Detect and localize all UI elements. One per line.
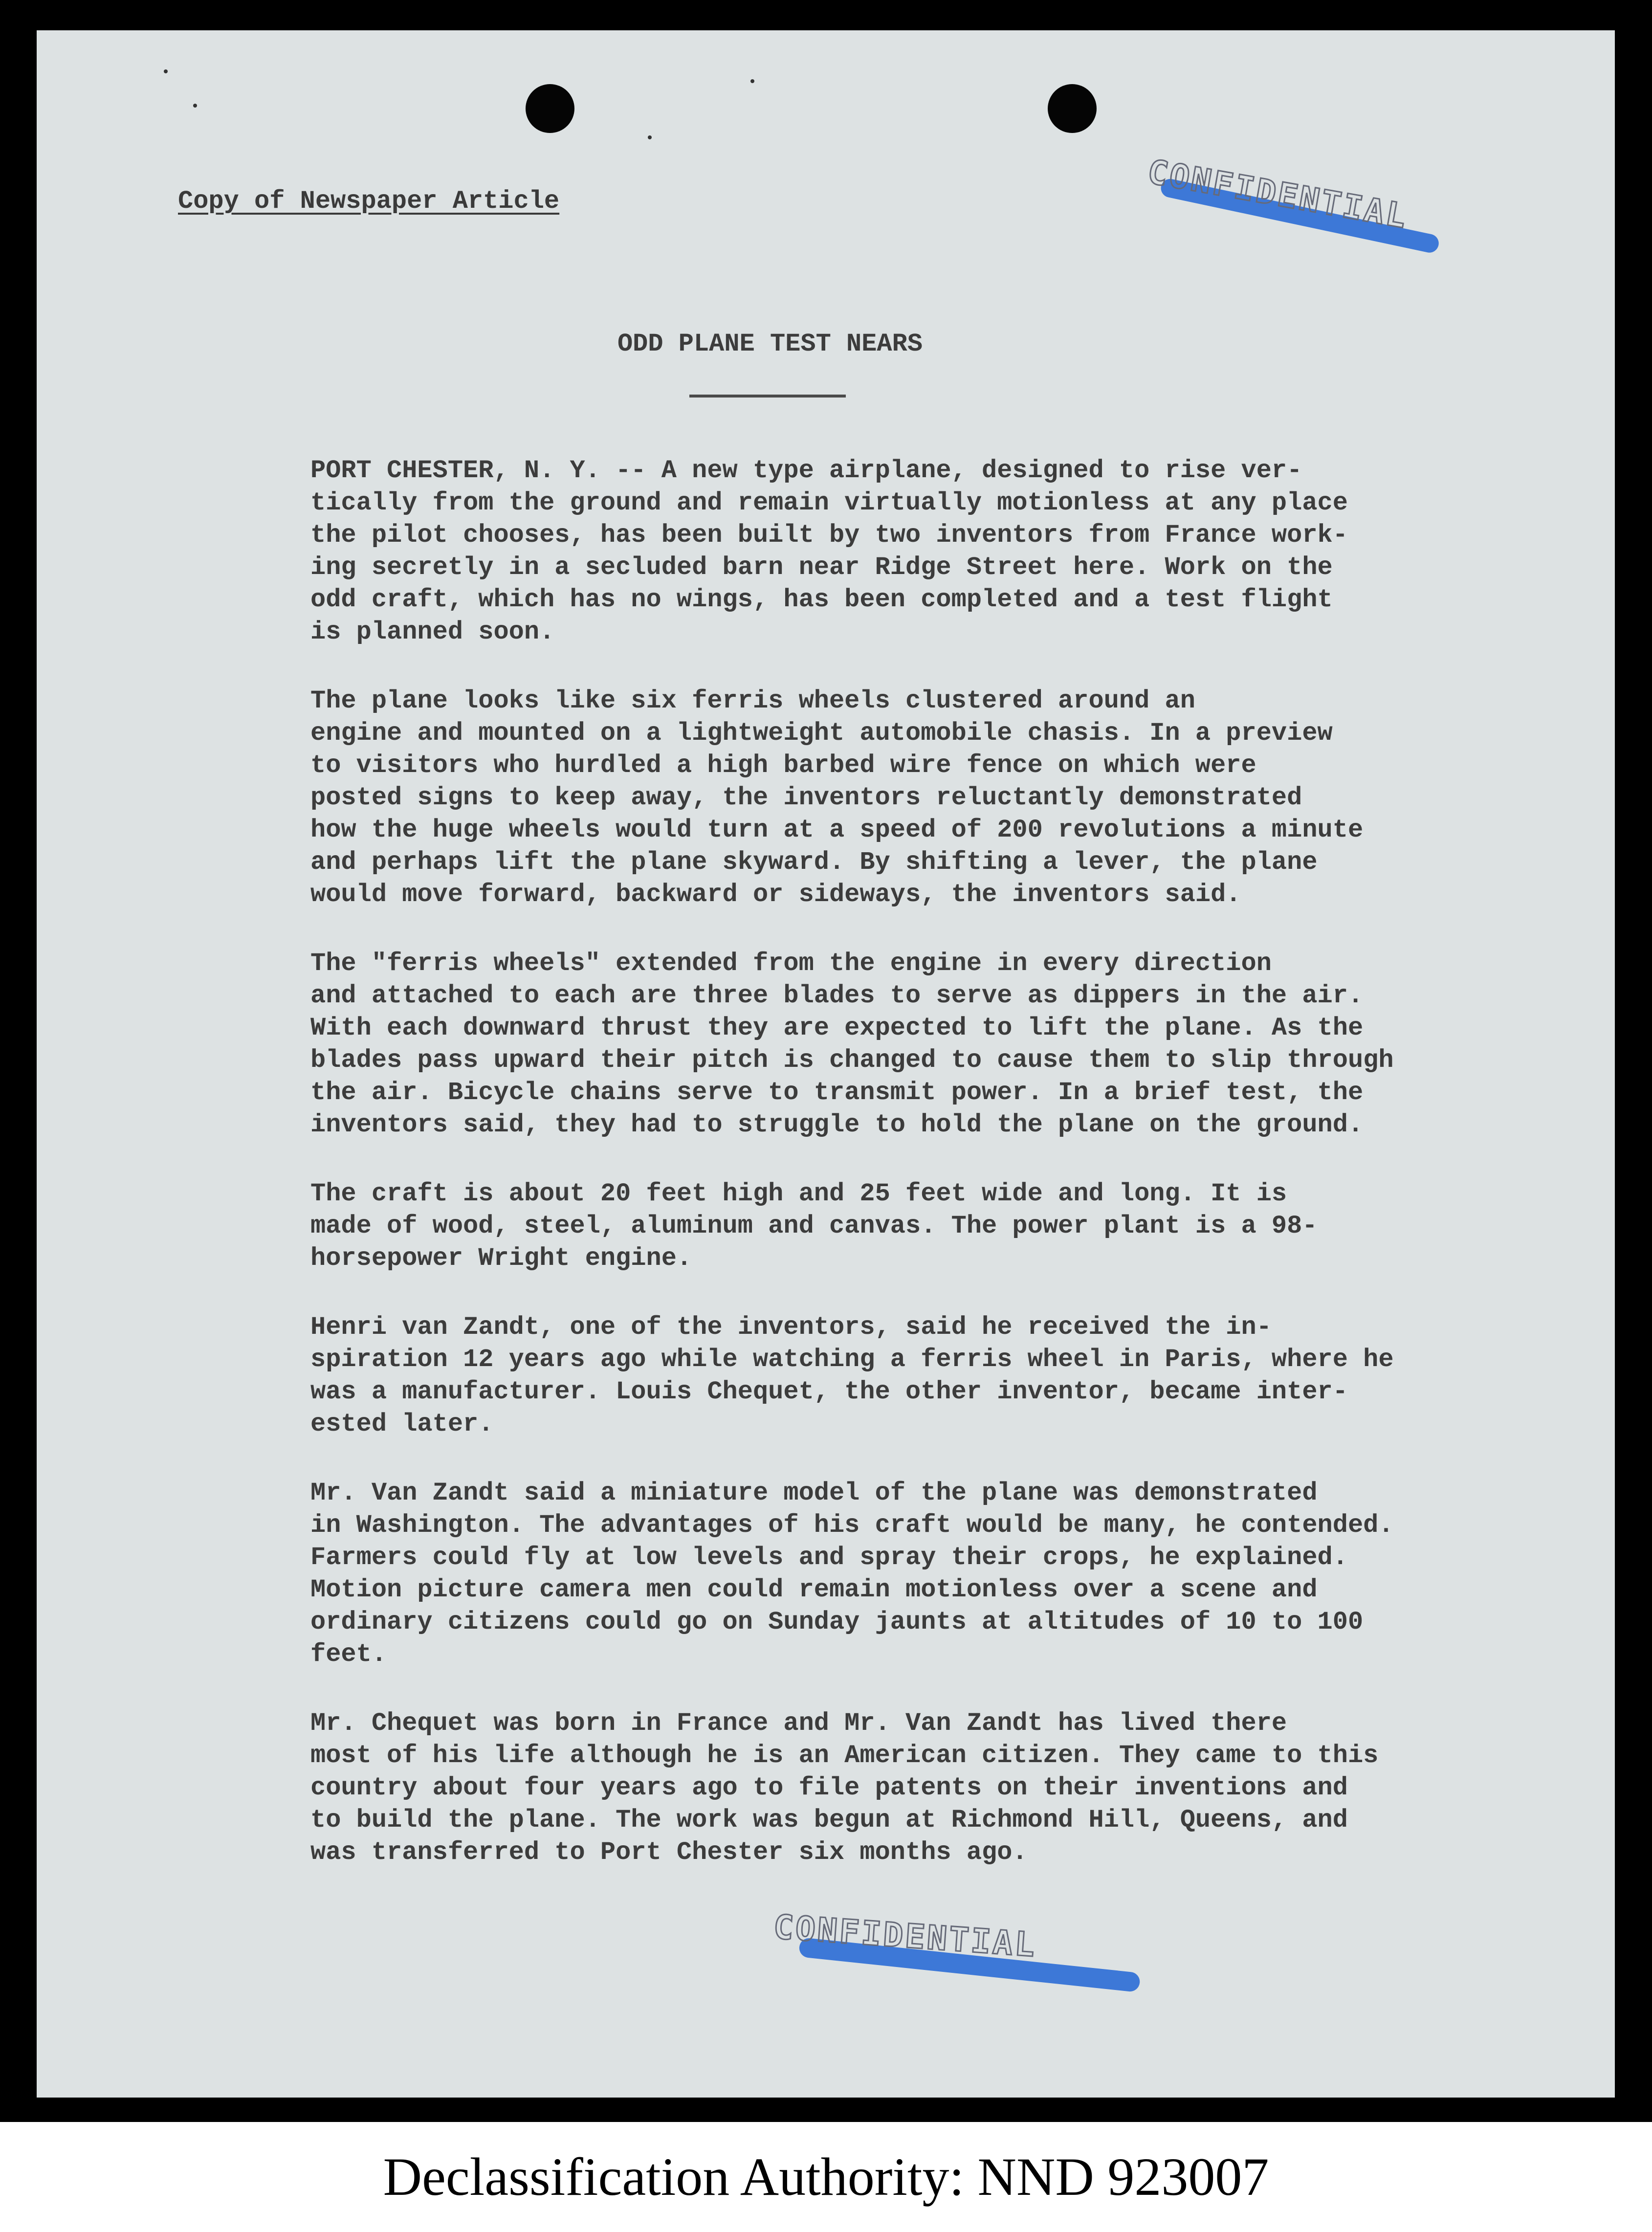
text-line: spiration 12 years ago while watching a ferris wheel in Paris, where he — [310, 1345, 1394, 1374]
text-line: how the huge wheels would turn at a speed of 200 revolutions a minute — [310, 816, 1364, 844]
text-line: and perhaps lift the plane skyward. By shifting a lever, the plane — [310, 848, 1318, 877]
text-line: in Washington. The advantages of his craft would be many, he contended. — [310, 1511, 1394, 1540]
paragraph — [310, 455, 1494, 648]
document-type-label: Copy of Newspaper Article — [178, 187, 560, 216]
text-line: to build the plane. The work was begun at Richmond Hill, Queens, and — [310, 1806, 1348, 1834]
title-underline — [689, 395, 846, 398]
text-line: would move forward, backward or sideways, the inventors said. — [310, 880, 1241, 909]
paragraph — [310, 685, 1494, 911]
text-line: tically from the ground and remain virtually motionless at any place — [310, 488, 1348, 517]
text-line: to visitors who hurdled a high barbed wire fence on which were — [310, 751, 1256, 780]
confidential-stamp-top — [1145, 153, 1411, 236]
text-line: Mr. Van Zandt said a miniature model of the plane was demonstrated — [310, 1479, 1318, 1507]
text-line: horsepower Wright engine. — [310, 1244, 692, 1273]
paragraph — [310, 948, 1494, 1141]
punch-hole-right — [1048, 84, 1097, 133]
text-line: odd craft, which has no wings, has been completed and a test flight — [310, 585, 1333, 614]
text-line: the air. Bicycle chains serve to transmit power. In a brief test, the — [310, 1078, 1364, 1107]
paper-speck — [750, 79, 754, 83]
text-line: most of his life although he is an American citizen. They came to this — [310, 1741, 1379, 1770]
text-line: PORT CHESTER, N. Y. -- A new type airplane, designed to rise ver- — [310, 456, 1302, 485]
paragraph — [310, 1477, 1494, 1671]
paper-speck — [164, 69, 168, 73]
text-line: The craft is about 20 feet high and 25 feet wide and long. It is — [310, 1179, 1287, 1208]
text-line: With each downward thrust they are expected to lift the plane. As the — [310, 1014, 1364, 1042]
text-line: was a manufacturer. Louis Chequet, the other inventor, became inter- — [310, 1377, 1348, 1406]
text-line: was transferred to Port Chester six months ago. — [310, 1838, 1028, 1867]
text-line: feet. — [310, 1640, 387, 1669]
text-line: is planned soon. — [310, 618, 555, 646]
document-page — [37, 30, 1615, 2098]
text-line: Farmers could fly at low levels and spray their crops, he explained. — [310, 1543, 1348, 1572]
text-line: ested later. — [310, 1410, 494, 1438]
text-line: Henri van Zandt, one of the inventors, said he received the in- — [310, 1313, 1272, 1342]
article-body — [310, 455, 1494, 1905]
text-line: Mr. Chequet was born in France and Mr. Van Zandt has lived there — [310, 1709, 1287, 1738]
text-line: blades pass upward their pitch is changed to cause them to slip through — [310, 1046, 1394, 1075]
text-line: Motion picture camera men could remain motionless over a scene and — [310, 1575, 1318, 1604]
stamp-text: CONFIDENTIAL — [772, 1908, 1038, 1965]
text-line: The "ferris wheels" extended from the engine in every direction — [310, 949, 1272, 978]
text-line: inventors said, they had to struggle to hold the plane on the ground. — [310, 1110, 1364, 1139]
text-line: The plane looks like six ferris wheels clustered around an — [310, 686, 1195, 715]
text-line: posted signs to keep away, the inventors reluctantly demonstrated — [310, 783, 1302, 812]
paper-speck — [648, 135, 652, 139]
paragraph — [310, 1178, 1494, 1275]
text-line: ing secretly in a secluded barn near Ridge Street here. Work on the — [310, 553, 1333, 582]
article-title: ODD PLANE TEST NEARS — [617, 330, 923, 358]
text-line: ordinary citizens could go on Sunday jaunts at altitudes of 10 to 100 — [310, 1608, 1364, 1636]
text-line: and attached to each are three blades to serve as dippers in the air. — [310, 981, 1364, 1010]
paragraph — [310, 1311, 1494, 1440]
text-line: engine and mounted on a lightweight automobile chasis. In a preview — [310, 719, 1333, 748]
paper-speck — [193, 104, 197, 108]
text-line: the pilot chooses, has been built by two inventors from France work- — [310, 521, 1348, 550]
text-line: made of wood, steel, aluminum and canvas. The power plant is a 98- — [310, 1212, 1318, 1240]
paragraph — [310, 1707, 1494, 1869]
stamp-text: CONFIDENTIAL — [1145, 153, 1411, 237]
punch-hole-left — [526, 84, 574, 133]
text-line: country about four years ago to file patents on their inventions and — [310, 1773, 1348, 1802]
declassification-footer: Declassification Authority: NND 923007 — [383, 2147, 1269, 2207]
